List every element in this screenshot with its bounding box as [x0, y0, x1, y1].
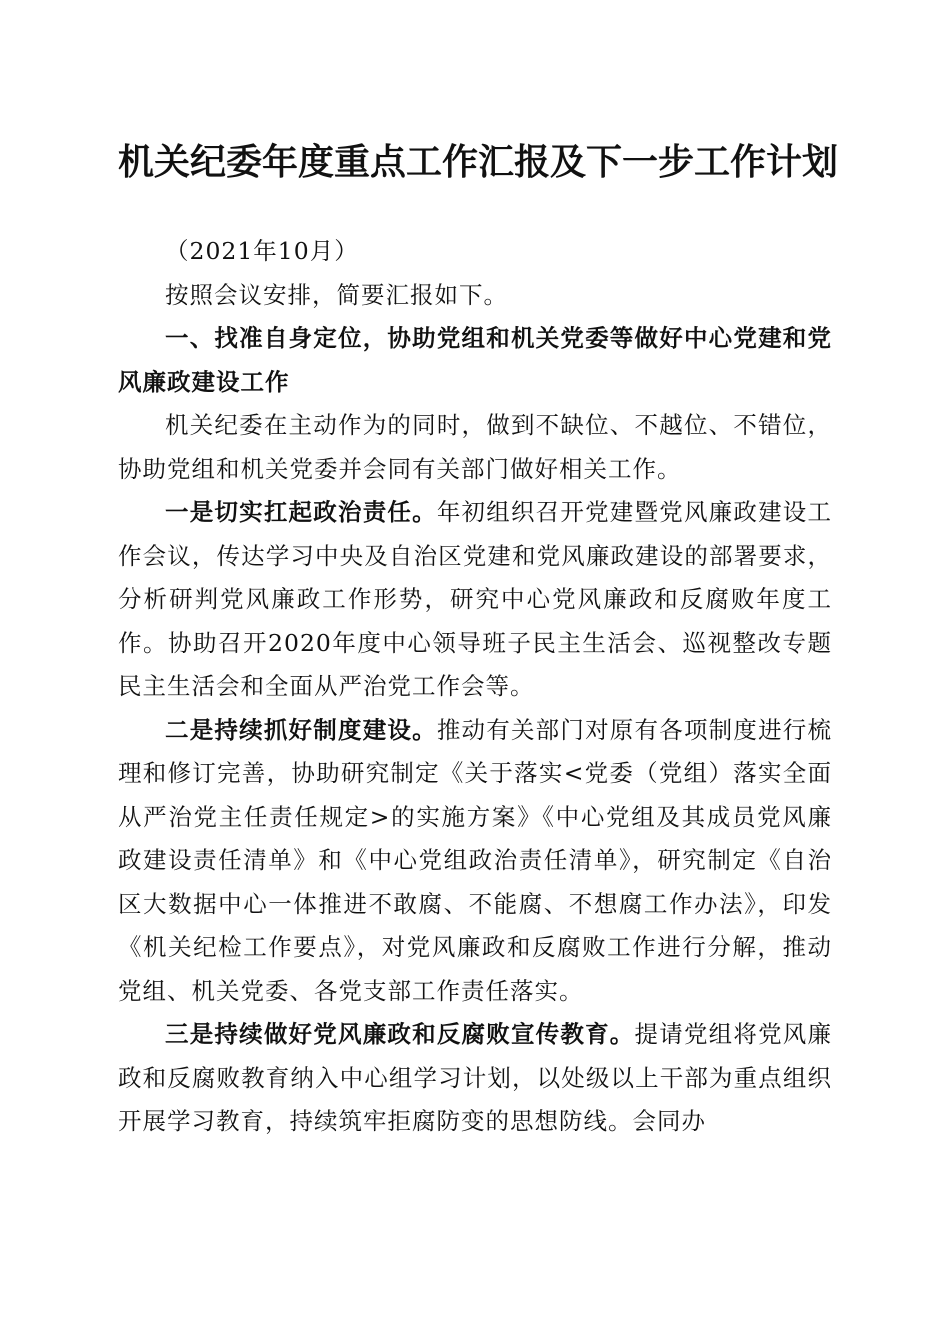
item-2-lead: 二是持续抓好制度建设。 [165, 715, 437, 744]
section-1-item-1 [118, 491, 832, 709]
item-3-lead: 三是持续做好党风廉政和反腐败宣传教育。 [165, 1020, 635, 1048]
intro-paragraph: 按照会议安排，简要汇报如下。 [165, 280, 508, 309]
item-1-lead: 一是切实扛起政治责任。 [165, 498, 437, 526]
item-2-text: 推动有关部门对原有各项制度进行梳理和修订完善，协助研究制定《关于落实<党委（党组）落实全面从严治党主任责任规定>的实施方案》《中心党组及其成员党风廉政建设责任清单》和《中心党组政治责任清单》，研究制定《自治区大数据中心一体推进不敢腐、不能腐、不想腐工作办法》，印发《机关纪检工作要点》，对党风廉政和反腐败工作进行分解，推动党组、机关党委、各党支部工作责任落实。 [118, 715, 833, 1005]
section-1-item-2 [118, 709, 832, 1014]
item-3-text: 提请党组将党风廉政和反腐败教育纳入中心组学习计划，以处级以上干部为重点组织开展学习教育，持续筑牢拒腐防变的思想防线。会同办 [118, 1020, 833, 1135]
section-1-heading: 一、找准自身定位，协助党组和机关党委等做好中心党建和党风廉政建设工作 [118, 324, 832, 396]
section-1-summary: 机关纪委在主动作为的同时，做到不缺位、不越位、不错位，协助党组和机关党委并会同有关部门做好相关工作。 [118, 411, 832, 483]
section-1-item-3 [118, 1013, 832, 1144]
document-title: 机关纪委年度重点工作汇报及下一步工作计划 [118, 141, 839, 183]
report-date: （2021年10月） [165, 237, 359, 265]
document-body [118, 230, 832, 1144]
item-1-text: 年初组织召开党建暨党风廉政建设工作会议，传达学习中央及自治区党建和党风廉政建设的部署要求，分析研判党风廉政工作形势，研究中心党风廉政和反腐败年度工作。协助召开2020年度中心领导班子民主生活会、巡视整改专题民主生活会和全面从严治党工作会等。 [118, 498, 833, 700]
